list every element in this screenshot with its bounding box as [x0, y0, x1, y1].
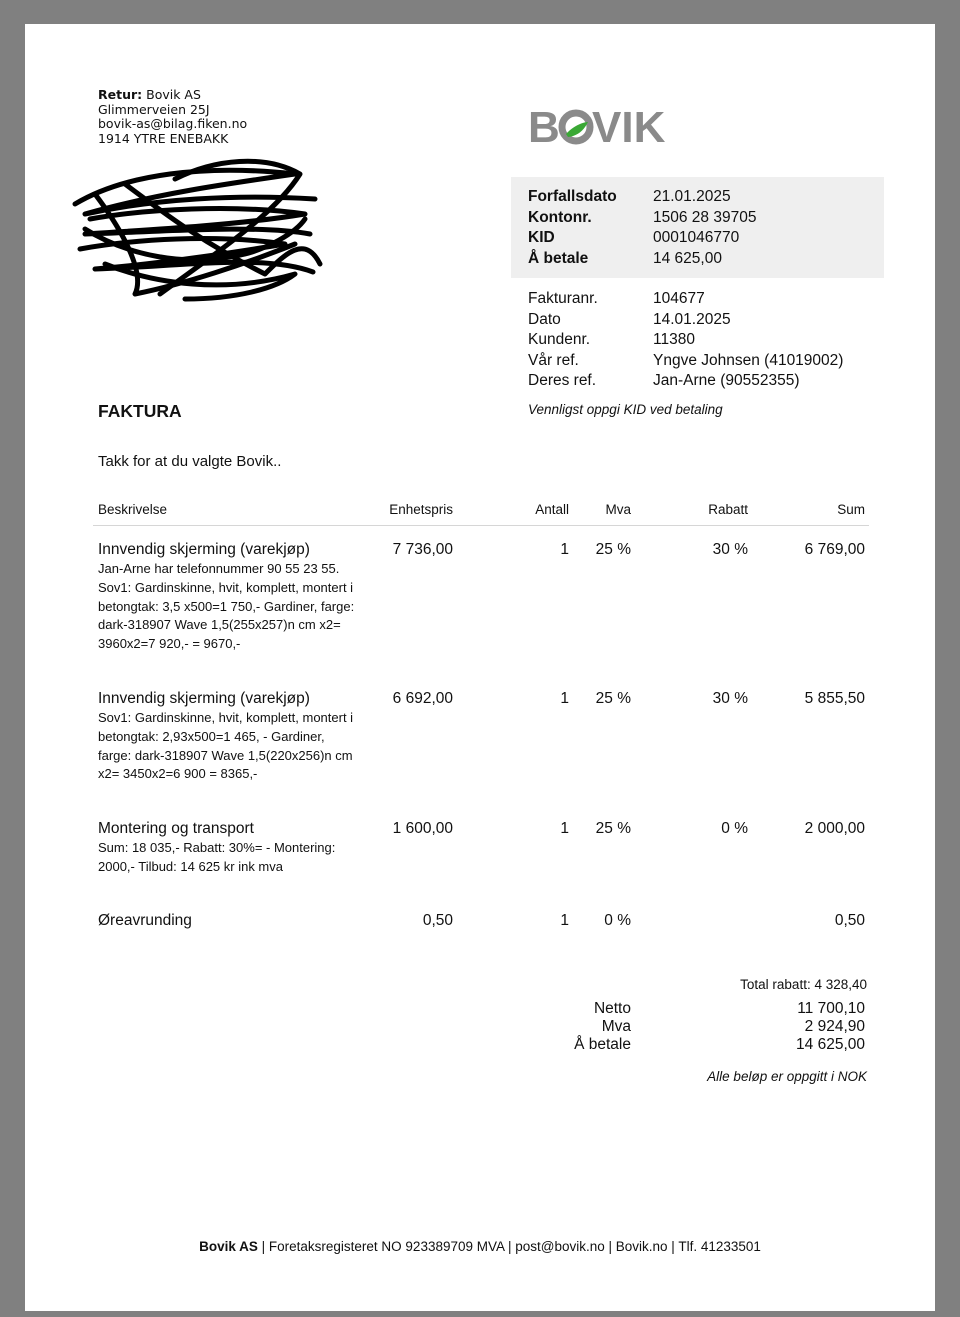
line-item-description — [98, 819, 358, 877]
return-label: Retur: — [98, 87, 143, 102]
line-item-vat: 25 % — [595, 541, 631, 558]
line-item-sum: 5 855,50 — [804, 690, 865, 707]
logo-text: B — [528, 104, 560, 148]
thank-you-text: Takk for at du valgte Bovik.. — [98, 453, 282, 470]
line-item-discount: 30 % — [712, 690, 748, 707]
summary-value: 0001046770 — [653, 229, 740, 246]
net-value: 11 700,10 — [797, 1000, 865, 1017]
line-item-details: Jan-Arne har telefonnummer 90 55 23 55. Sov1: Gardinskinne, hvit, komplett, montert i betongtak: 3,5 x500=1 750,- Gardiner, farge: dark-318907 Wave 1,5(255x257)n cm x2= 3960x2=7 920,- = 9670,- — [98, 561, 355, 652]
payment-summary — [528, 187, 888, 269]
header-sum: Sum — [837, 502, 865, 517]
return-email: bovik-as@bilag.fiken.no — [98, 116, 248, 131]
return-address — [98, 88, 247, 146]
kid-note: Vennligst oppgi KID ved betaling — [528, 402, 723, 417]
header-discount: Rabatt — [708, 502, 748, 517]
header-qty: Antall — [535, 502, 569, 517]
summary-row-due-date — [528, 187, 888, 208]
meta-label: Kundenr. — [528, 331, 591, 348]
line-item-sum: 2 000,00 — [804, 820, 865, 837]
meta-value: 11380 — [653, 331, 695, 348]
summary-value: 1506 28 39705 — [653, 208, 757, 226]
line-item-discount: 30 % — [712, 541, 748, 558]
footer-details: | Foretaksregisteret NO 923389709 MVA | post@bovik.no | Bovik.no | Tlf. 41233501 — [257, 1239, 761, 1254]
footer-company: Bovik AS — [199, 1239, 258, 1254]
vat-value: 2 924,90 — [804, 1018, 865, 1035]
line-item-description — [98, 911, 358, 931]
line-item-vat: 0 % — [604, 912, 631, 929]
meta-value: 104677 — [653, 290, 705, 307]
net-label: Netto — [593, 1000, 631, 1017]
line-item-title: Innvendig skjerming (varekjøp) — [98, 690, 310, 707]
line-item-unit-price: 7 736,00 — [392, 541, 453, 558]
meta-label: Fakturanr. — [528, 290, 598, 307]
line-item-title: Øreavrunding — [98, 912, 192, 929]
vat-label: Mva — [601, 1018, 631, 1035]
summary-label: Å betale — [528, 249, 589, 267]
header-vat: Mva — [605, 502, 631, 517]
line-item-qty: 1 — [560, 820, 569, 837]
line-item-sum: 6 769,00 — [804, 541, 865, 558]
meta-value: 14.01.2025 — [653, 310, 731, 328]
header-divider — [93, 525, 869, 526]
line-item-vat: 25 % — [595, 690, 631, 707]
line-item-vat: 25 % — [595, 820, 631, 837]
meta-label: Deres ref. — [528, 372, 597, 389]
summary-label: Forfallsdato — [528, 188, 617, 205]
line-item-unit-price: 6 692,00 — [392, 690, 453, 707]
summary-value: 21.01.2025 — [653, 188, 731, 205]
line-item-qty: 1 — [560, 690, 569, 707]
currency-note: Alle beløp er oppgitt i NOK — [707, 1069, 867, 1084]
summary-row-kid — [528, 228, 888, 249]
return-postal: 1914 YTRE ENEBAKK — [98, 130, 229, 146]
line-item-unit-price: 1 600,00 — [392, 820, 453, 837]
return-street: Glimmerveien 25J — [98, 101, 210, 117]
return-company: Bovik AS — [146, 87, 201, 102]
invoice-meta — [528, 289, 888, 392]
meta-label: Vår ref. — [528, 351, 579, 369]
svg-text:VIK: VIK — [592, 104, 666, 148]
meta-label: Dato — [528, 310, 561, 328]
line-item-qty: 1 — [560, 541, 569, 558]
summary-value: 14 625,00 — [653, 249, 722, 267]
amount-due-label: Å betale — [574, 1036, 631, 1053]
line-item-discount: 0 % — [721, 820, 748, 837]
amount-due-value: 14 625,00 — [796, 1036, 865, 1053]
line-item-description — [98, 540, 358, 654]
summary-row-account — [528, 208, 888, 229]
meta-row-our-ref — [528, 351, 888, 372]
redaction-scribble — [65, 154, 325, 304]
summary-label: KID — [528, 229, 555, 246]
line-item-unit-price: 0,50 — [422, 912, 453, 929]
meta-row-invoice-number — [528, 289, 888, 310]
invoice-page — [25, 24, 935, 1311]
line-item-details: Sum: 18 035,- Rabatt: 30%= - Montering: 2000,- Tilbud: 14 625 kr ink mva — [98, 840, 336, 874]
line-item-description — [98, 689, 358, 784]
line-item-title: Montering og transport — [98, 820, 254, 837]
line-item-qty: 1 — [560, 912, 569, 929]
meta-value: Yngve Johnsen (41019002) — [653, 351, 844, 369]
line-item-sum: 0,50 — [834, 912, 865, 929]
footer — [25, 1239, 935, 1254]
line-item-details: Sov1: Gardinskinne, hvit, komplett, montert i betongtak: 2,93x500=1 465, - Gardiner, farge: dark-318907 Wave 1,5(220x256)n cm x2= 3450x2=6 900 = 8365,- — [98, 710, 354, 782]
header-unit-price: Enhetspris — [389, 502, 453, 517]
meta-row-your-ref — [528, 371, 888, 392]
summary-row-amount — [528, 249, 888, 270]
meta-row-customer-number — [528, 330, 888, 351]
meta-value: Jan-Arne (90552355) — [653, 372, 800, 389]
line-item-title: Innvendig skjerming (varekjøp) — [98, 541, 310, 558]
header-description: Beskrivelse — [98, 502, 168, 517]
summary-label: Kontonr. — [528, 208, 592, 226]
document-title: FAKTURA — [98, 401, 182, 421]
bovik-logo — [528, 104, 673, 148]
total-discount: Total rabatt: 4 328,40 — [740, 977, 867, 992]
meta-row-date — [528, 310, 888, 331]
